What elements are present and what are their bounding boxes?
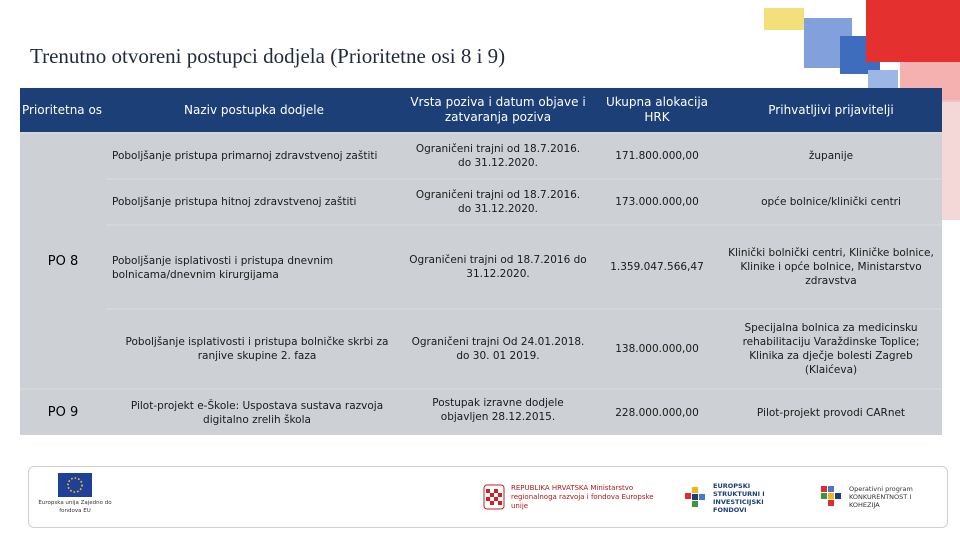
page-title: Trenutno otvoreni postupci dodjela (Prioritetne osi 8 i 9) <box>30 44 506 68</box>
decor-square-rightstrip <box>942 100 960 220</box>
table-row-2-naziv: Poboljšanje pristupa hitnoj zdravstvenoj zaštiti <box>106 180 402 224</box>
po9-cell: PO 9 <box>20 390 106 435</box>
decor-square-red <box>866 0 960 62</box>
footer-logos <box>28 466 948 528</box>
allocation-table <box>20 88 942 435</box>
table-row-2-prijavitelji: opće bolnice/klinički centri <box>720 180 942 224</box>
table-row-4-vrsta: Ograničeni trajni Od 24.01.2018. do 30. 01 2019. <box>402 310 594 388</box>
table-row-4-prijavitelji: Specijalna bolnica za medicinsku rehabilitaciju Varaždinske Toplice; Klinika za dječje bolesti Zagreb (Klaićeva) <box>720 310 942 388</box>
table-row-5-vrsta: Postupak izravne dodjele objavljen 28.12.2015. <box>402 390 594 435</box>
eu-flag-icon <box>58 473 92 497</box>
decor-square-yellow <box>764 8 804 30</box>
croatia-coat-of-arms-icon <box>483 483 505 511</box>
table-row-1-naziv: Poboljšanje pristupa primarnoj zdravstvenoj zaštiti <box>106 134 402 178</box>
header-os: Prioritetna os <box>20 88 106 132</box>
eu-logo: Europska unija Zajedno do fondova EU <box>35 473 115 523</box>
table-row-3-prijavitelji: Klinički bolnički centri, Kliničke bolnice, Klinike i opće bolnice, Ministarstvo zdravstva <box>720 226 942 308</box>
table-row-3-vrsta: Ograničeni trajni od 18.7.2016 do 31.12.2020. <box>402 226 594 308</box>
op-logo: Operativni program KONKURENTNOST I KOHEZIJA <box>819 477 945 517</box>
table-row-4-naziv: Poboljšanje isplativosti i pristupa bolničke skrbi za ranjive skupine 2. faza <box>106 310 402 388</box>
table-row-2-alokacija: 173.000.000,00 <box>594 180 720 224</box>
table-row-5-prijavitelji: Pilot-projekt provodi CARnet <box>720 390 942 435</box>
table-row-1-alokacija: 171.800.000,00 <box>594 134 720 178</box>
po8-cell: PO 8 <box>20 134 106 388</box>
table-row-3-alokacija: 1.359.047.566,47 <box>594 226 720 308</box>
header-vrsta: Vrsta poziva i datum objave i zatvaranja poziva <box>402 88 594 132</box>
table-row-5-alokacija: 228.000.000,00 <box>594 390 720 435</box>
header-naziv: Naziv postupka dodjele <box>106 88 402 132</box>
header-prijavitelji: Prihvatljivi prijavitelji <box>720 88 942 132</box>
esif-logo: EUROPSKI STRUKTURNI I INVESTICIJSKI FONDOVI <box>683 481 813 515</box>
table-row-4-alokacija: 138.000.000,00 <box>594 310 720 388</box>
ministry-logo: REPUBLIKA HRVATSKA Ministarstvo regionalnoga razvoja i fondova Europske unije <box>483 477 703 517</box>
op-kk-icon <box>819 484 845 510</box>
table-row-5-naziv: Pilot-projekt e-Škole: Uspostava sustava razvoja digitalno zrelih škola <box>106 390 402 435</box>
table-row-1-vrsta: Ograničeni trajni od 18.7.2016. do 31.12.2020. <box>402 134 594 178</box>
esif-squares-icon <box>683 485 709 511</box>
table-row-2-vrsta: Ograničeni trajni od 18.7.2016. do 31.12.2020. <box>402 180 594 224</box>
table-row-3-naziv: Poboljšanje isplativosti i pristupa dnevnim bolnicama/dnevnim kirurgijama <box>106 226 402 308</box>
header-alokacija: Ukupna alokacija HRK <box>594 88 720 132</box>
table-row-1-prijavitelji: županije <box>720 134 942 178</box>
